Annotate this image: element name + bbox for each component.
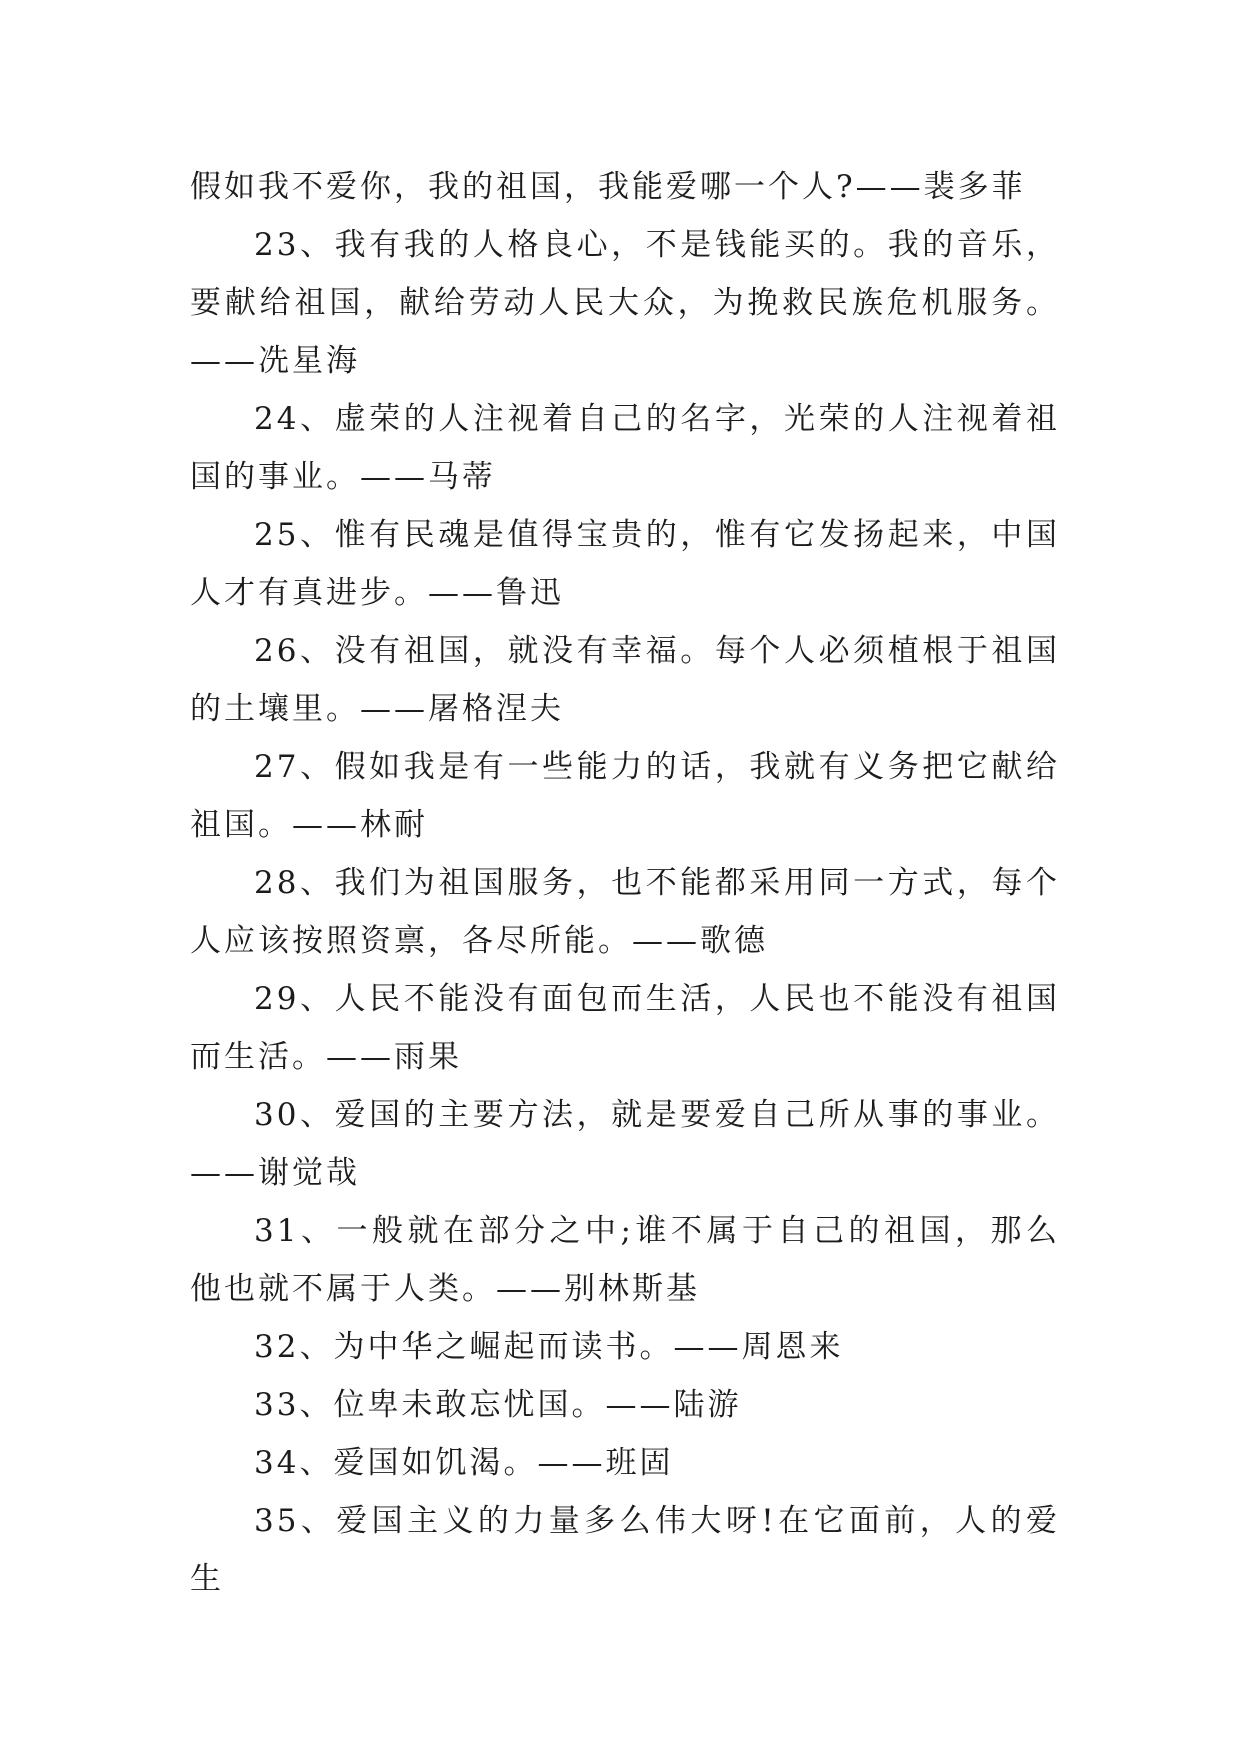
- quote-paragraph-34: 34、爱国如饥渴。——班固: [254, 1445, 674, 1481]
- quote-paragraph-33: 33、位卑未敢忘忧国。——陆游: [254, 1387, 742, 1423]
- quote-paragraph-31: 31、一般就在部分之中;谁不属于自己的祖国，那么他也就不属于人类。——别林斯基: [190, 1213, 1060, 1307]
- quote-paragraph-23: 23、我有我的人格良心，不是钱能买的。我的音乐，要献给祖国，献给劳动人民大众，为挽救民族危机服务。——冼星海: [190, 227, 1060, 379]
- quote-paragraph-29: 29、人民不能没有面包而生活，人民也不能没有祖国而生活。——雨果: [190, 981, 1060, 1075]
- quote-paragraph-35: 35、爱国主义的力量多么伟大呀!在它面前，人的爱生: [190, 1503, 1060, 1597]
- quote-paragraph-25: 25、惟有民魂是值得宝贵的，惟有它发扬起来，中国人才有真进步。——鲁迅: [190, 517, 1060, 611]
- document-body: [190, 158, 1060, 1608]
- quote-paragraph-28: 28、我们为祖国服务，也不能都采用同一方式，每个人应该按照资禀，各尽所能。——歌德: [190, 865, 1060, 959]
- quote-paragraph-continuation: 假如我不爱你，我的祖国，我能爱哪一个人?——裴多菲: [190, 169, 1026, 205]
- quote-paragraph-32: 32、为中华之崛起而读书。——周恩来: [254, 1329, 844, 1365]
- quote-paragraph-30: 30、爱国的主要方法，就是要爱自己所从事的事业。——谢觉哉: [190, 1097, 1060, 1191]
- quote-paragraph-27: 27、假如我是有一些能力的话，我就有义务把它献给祖国。——林耐: [190, 749, 1060, 843]
- quote-paragraph-24: 24、虚荣的人注视着自己的名字，光荣的人注视着祖国的事业。——马蒂: [190, 401, 1060, 495]
- quote-paragraph-26: 26、没有祖国，就没有幸福。每个人必须植根于祖国的土壤里。——屠格涅夫: [190, 633, 1060, 727]
